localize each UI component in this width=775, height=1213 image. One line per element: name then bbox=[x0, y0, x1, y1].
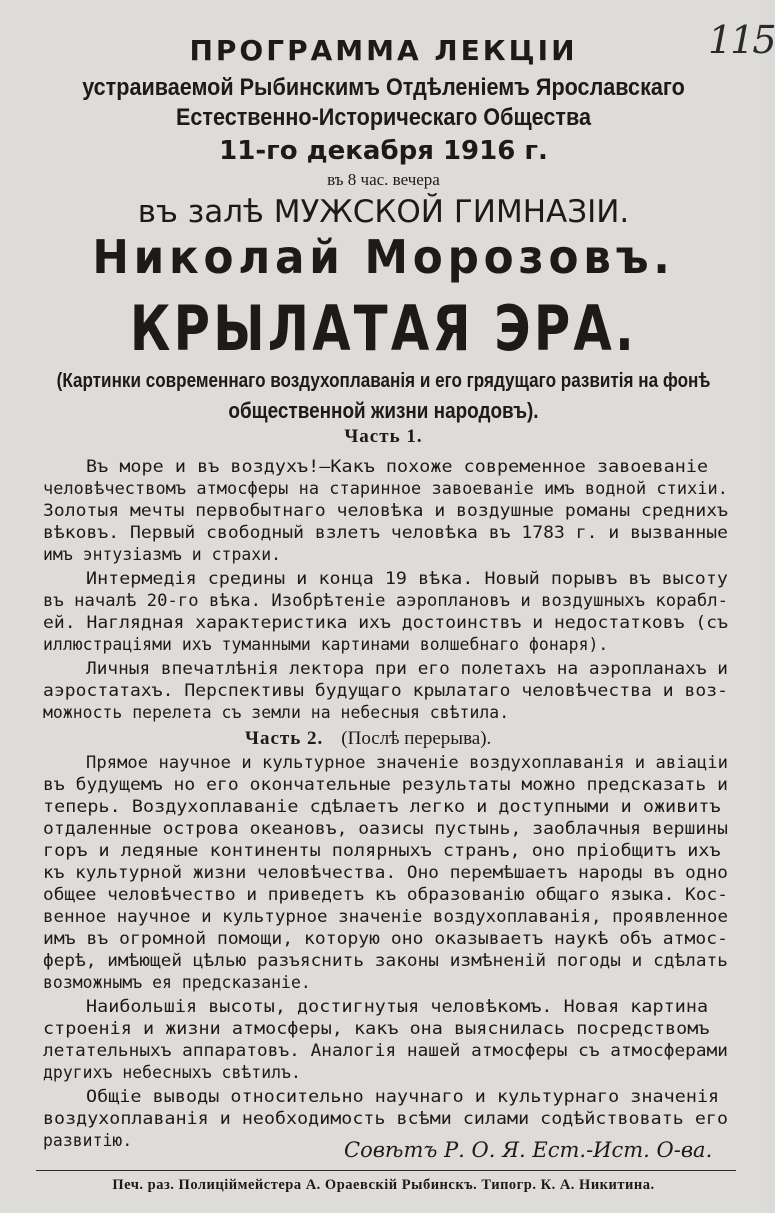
part-2-heading-row bbox=[245, 728, 491, 750]
text-line: другихъ небесныхъ свѣтилъ. bbox=[43, 1063, 301, 1082]
text-line: теперь. Воздухоплаваніе сдѣлаетъ легко и доступными и оживитъ bbox=[43, 797, 721, 816]
text-line: Золотыя мечты первобытнаго человѣка и воздушные романы среднихъ bbox=[43, 501, 728, 520]
text-line: развитію. bbox=[43, 1131, 133, 1150]
text-line: человѣчествомъ атмосферы на старинное завоеваніе имъ водной стихіи. bbox=[43, 479, 728, 498]
text-line: горъ и ледяные континенты полярныхъ странъ, оно пріобщитъ ихъ bbox=[43, 841, 721, 860]
text-line: Общіе выводы относительно научнаго и культурнаго значенія bbox=[86, 1087, 720, 1106]
part-2-paragraph-1 bbox=[43, 752, 728, 994]
organizer-line-1: устраиваемой Рыбинскимъ Отдѣленіемъ Ярославскаго bbox=[82, 74, 685, 101]
part-1-paragraph-1 bbox=[43, 456, 728, 566]
printer-footer: Печ. раз. Полиціймейстера А. Ораевскій Рыбинскъ. Типогр. К. А. Никитина. bbox=[112, 1177, 655, 1193]
text-line: венное научное и культурное значеніе воздухоплаванія, проявленное bbox=[43, 907, 728, 926]
text-line: ей. Наглядная характеристика ихъ достоинствъ и недостатковъ (съ bbox=[43, 613, 728, 632]
text-line: Въ море и въ воздухъ!—Какъ похоже современное завоеваніе bbox=[86, 457, 709, 476]
text-line: Личныя впечатлѣнія лектора при его полетахъ на аэропланахъ и bbox=[86, 659, 728, 678]
part-1-heading: Часть 1. bbox=[344, 426, 423, 447]
lecturer-name: Николай Морозовъ. bbox=[92, 230, 675, 284]
part-2-paragraph-2 bbox=[43, 996, 728, 1084]
part-2-heading: Часть 2. bbox=[245, 728, 324, 749]
part-1-paragraph-3 bbox=[43, 658, 728, 724]
part-2-note: (Послѣ перерыва). bbox=[341, 728, 492, 749]
subtitle-line-2: общественной жизни народовъ). bbox=[228, 398, 539, 423]
text-line: летательныхъ аппаратовъ. Аналогія нашей атмосферы съ атмосферами bbox=[43, 1041, 729, 1060]
subtitle-line-1: (Картинки современнаго воздухоплаванія и его грядущаго развитія на фонѣ bbox=[56, 370, 711, 392]
text-line: ферѣ, имѣющей цѣлью разъяснить законы измѣненій погоды и сдѣлать bbox=[43, 951, 729, 970]
text-line: воздухоплаванія и необходимость всѣми силами содѣйствовать его bbox=[43, 1109, 728, 1128]
text-line: иллюстраціями ихъ туманными картинами волшебнаго фонаря). bbox=[43, 635, 609, 654]
text-line: Прямое научное и культурное значеніе воздухоплаванія и авіаціи bbox=[86, 753, 728, 772]
text-line: возможнымъ ея предсказаніе. bbox=[43, 973, 311, 992]
text-line: къ культурной жизни человѣчества. Оно перемѣшаетъ народы въ одно bbox=[43, 863, 729, 882]
lecture-venue: въ залѣ МУЖСКОЙ ГИМНАЗІИ. bbox=[137, 194, 630, 230]
organizer-line-2: Естественно-Историческаго Общества bbox=[175, 104, 592, 131]
lecture-time: въ 8 час. вечера bbox=[327, 170, 440, 189]
text-line: общее человѣчество и приведетъ къ образованію общаго языка. Кос- bbox=[43, 885, 729, 904]
text-line: аэростатахъ. Перспективы будущаго крылатаго человѣчества и воз- bbox=[43, 681, 728, 700]
footer-divider bbox=[36, 1170, 736, 1171]
text-line: въ будущемъ но его окончательные результаты можно предсказать и bbox=[43, 775, 728, 794]
text-line: Наибольшія высоты, достигнутыя человѣкомъ. Новая картина bbox=[86, 997, 709, 1016]
program-title: ПРОГРАММА ЛЕКЦІИ bbox=[189, 34, 578, 67]
signature: Совѣтъ Р. О. Я. Ест.-Ист. О-ва. bbox=[344, 1138, 713, 1162]
text-line: имъ въ огромной помощи, которую оно оказываетъ наукѣ объ атмос- bbox=[43, 929, 728, 948]
handwritten-page-number: 115 bbox=[708, 18, 775, 62]
text-line: вѣковъ. Первый свободный взлетъ человѣка въ 1783 г. и вызванные bbox=[43, 523, 728, 542]
text-line: отдаленные острова океановъ, оазисы пустынь, заоблачныя вершины bbox=[43, 819, 728, 838]
text-line: можность перелета съ земли на небесныя свѣтила. bbox=[43, 703, 510, 722]
text-line: въ началѣ 20-го вѣка. Изобрѣтеніе аэроплановъ и воздушныхъ корабл- bbox=[43, 591, 729, 610]
text-line: строенія и жизни атмосферы, какъ она выяснилась посредствомъ bbox=[43, 1019, 710, 1038]
part-1-paragraph-2 bbox=[43, 568, 728, 656]
text-line: Интермедія средины и конца 19 вѣка. Новый порывъ въ высоту bbox=[86, 569, 728, 588]
lecture-title: КРЫЛАТАЯ ЭРА. bbox=[129, 292, 638, 365]
text-line: имъ энтузіазмъ и страхи. bbox=[43, 545, 282, 564]
lecture-date: 11-го декабря 1916 г. bbox=[219, 136, 548, 166]
